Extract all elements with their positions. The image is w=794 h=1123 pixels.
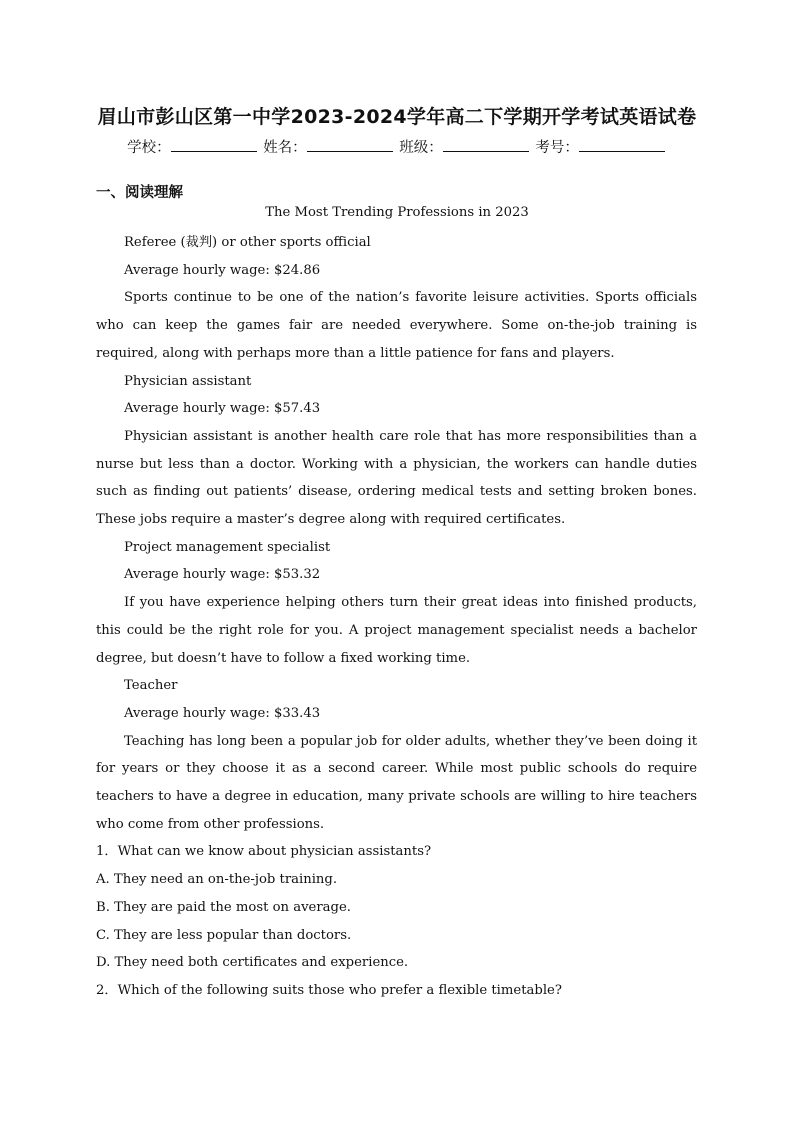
question-2 xyxy=(96,977,697,1005)
wage-line: Average hourly wage: $57.43 xyxy=(124,401,321,417)
question-stem: What can we know about physician assistants? xyxy=(117,844,432,860)
option-d[interactable]: D. They need both certificates and experience. xyxy=(96,955,409,971)
job-title: Project management specialist xyxy=(124,539,331,555)
job-description: If you have experience helping others turn their great ideas into finished products, this could be the right role for you. A project management specialist needs a bachelor degree, but doesn’t have to follow a fixed working time. xyxy=(96,595,697,666)
name-label: 姓名： xyxy=(263,140,307,156)
job-description: Sports continue to be one of the nation’s favorite leisure activities. Sports officials who can keep the games fair are needed everywhere. Some on-the-job training is required, along with perhaps more than a little patience for fans and players. xyxy=(96,290,697,361)
student-info-line xyxy=(0,136,794,157)
job-title: Physician assistant xyxy=(124,373,252,389)
class-blank[interactable] xyxy=(443,137,529,152)
section-heading: 一、阅读理解 xyxy=(96,185,183,201)
passage-body xyxy=(96,229,697,1005)
option-b[interactable]: B. They are paid the most on average. xyxy=(96,899,351,915)
wage-line: Average hourly wage: $53.32 xyxy=(124,567,321,583)
class-label: 班级： xyxy=(399,140,443,156)
school-blank[interactable] xyxy=(171,137,257,152)
question-1 xyxy=(96,838,697,866)
question-number: 2． xyxy=(96,982,118,998)
job-description: Physician assistant is another health care role that has more responsibilities than a nurse but less than a doctor. Working with a physician, the workers can handle duties such as finding out patients’ disease, ordering medical tests and setting broken bones. These jobs require a master’s degree along with required certificates. xyxy=(96,428,697,528)
name-blank[interactable] xyxy=(307,137,393,152)
exam-number-label: 考号： xyxy=(535,140,579,156)
question-number: 1． xyxy=(96,844,118,860)
option-c[interactable]: C. They are less popular than doctors. xyxy=(96,927,352,943)
job-description: Teaching has long been a popular job for older adults, whether they’ve been doing it for years or they choose it as a second career. While most public schools do require teachers to have a degree in education, many private schools are willing to hire teachers who come from other professions. xyxy=(96,733,697,832)
job-title: Referee (裁判) or other sports official xyxy=(124,235,371,250)
job-title: Teacher xyxy=(124,678,178,694)
exam-number-blank[interactable] xyxy=(579,137,665,152)
passage-title: The Most Trending Professions in 2023 xyxy=(265,205,529,220)
school-label: 学校： xyxy=(127,140,171,156)
exam-title: 眉山市彭山区第一中学2023-2024学年高二下学期开学考试英语试卷 xyxy=(97,106,697,128)
question-stem: Which of the following suits those who prefer a flexible timetable? xyxy=(117,982,562,998)
wage-line: Average hourly wage: $24.86 xyxy=(124,262,321,278)
option-a[interactable]: A. They need an on-the-job training. xyxy=(96,872,338,888)
wage-line: Average hourly wage: $33.43 xyxy=(124,705,321,721)
